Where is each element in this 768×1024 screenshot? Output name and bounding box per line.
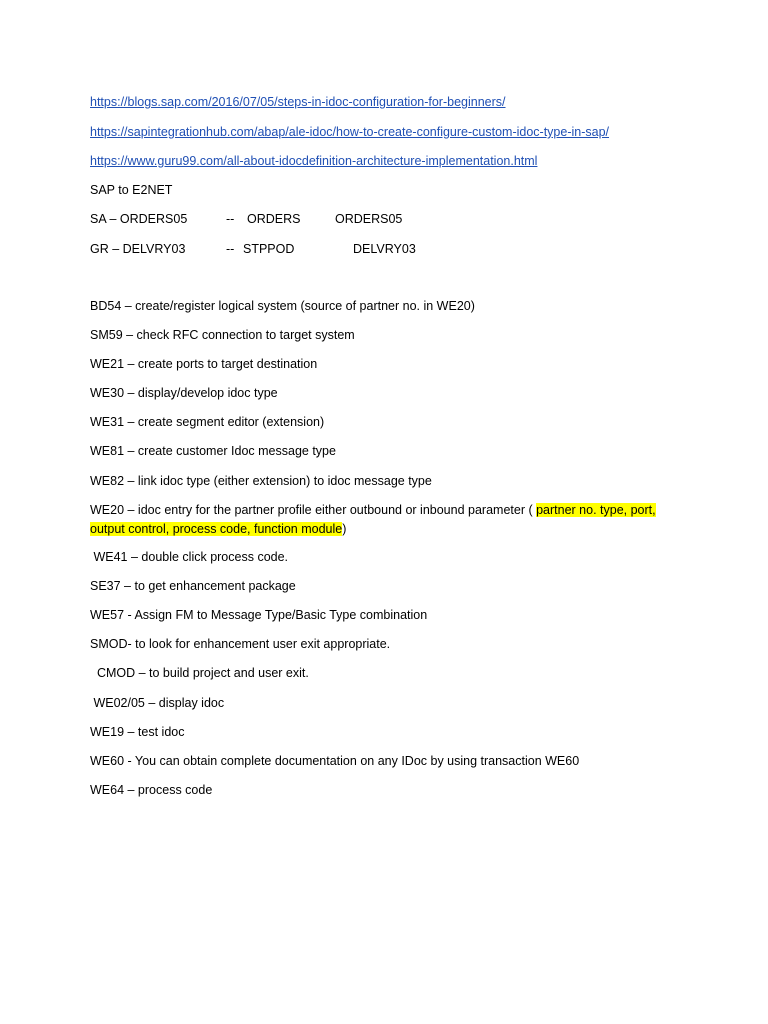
step-we41: WE41 – double click process code. — [90, 550, 289, 564]
step-cmod: CMOD – to build project and user exit. — [90, 666, 309, 680]
step-we81: WE81 – create customer Idoc message type — [90, 444, 336, 458]
link-guru99[interactable]: https://www.guru99.com/all-about-idocdefinition-architecture-implementation.html — [90, 154, 538, 168]
step-we19: WE19 – test idoc — [90, 725, 185, 739]
step-we21: WE21 – create ports to target destination — [90, 357, 318, 371]
step-we02: WE02/05 – display idoc — [90, 696, 225, 710]
step-we64: WE64 – process code — [90, 783, 213, 797]
step-we31: WE31 – create segment editor (extension) — [90, 415, 325, 429]
mapping-right: ORDERS05 — [335, 212, 403, 226]
mapping-right: DELVRY03 — [353, 242, 416, 256]
mapping-left: GR – DELVRY03 — [90, 242, 186, 256]
link-sapintegrationhub[interactable]: https://sapintegrationhub.com/abap/ale-idoc/how-to-create-configure-custom-idoc-type-in-sap/ — [90, 125, 610, 139]
step-sm59: SM59 – check RFC connection to target system — [90, 328, 355, 342]
mapping-mid: ORDERS — [247, 212, 301, 226]
step-bd54: BD54 – create/register logical system (source of partner no. in WE20) — [90, 299, 475, 313]
we20-text: WE20 – idoc entry for the partner profile either outbound or inbound parameter ( — [90, 503, 537, 517]
mapping-separator: -- — [226, 212, 235, 226]
we20-highlighted-text: partner no. type, port, output control, process code, function module — [90, 503, 656, 536]
we20-suffix: ) — [342, 522, 347, 536]
mapping-separator: -- — [226, 242, 235, 256]
sap-to-e2net-heading: SAP to E2NET — [90, 183, 173, 197]
step-we20 — [90, 501, 670, 539]
step-we57: WE57 - Assign FM to Message Type/Basic Type combination — [90, 608, 428, 622]
step-smod: SMOD- to look for enhancement user exit appropriate. — [90, 637, 391, 651]
step-se37: SE37 – to get enhancement package — [90, 579, 296, 593]
step-we30: WE30 – display/develop idoc type — [90, 386, 278, 400]
mapping-left: SA – ORDERS05 — [90, 212, 188, 226]
mapping-mid: STPPOD — [243, 242, 295, 256]
step-we60: WE60 - You can obtain complete documentation on any IDoc by using transaction WE60 — [90, 754, 580, 768]
link-blogs-sap[interactable]: https://blogs.sap.com/2016/07/05/steps-in-idoc-configuration-for-beginners/ — [90, 95, 506, 109]
step-we82: WE82 – link idoc type (either extension) to idoc message type — [90, 474, 432, 488]
